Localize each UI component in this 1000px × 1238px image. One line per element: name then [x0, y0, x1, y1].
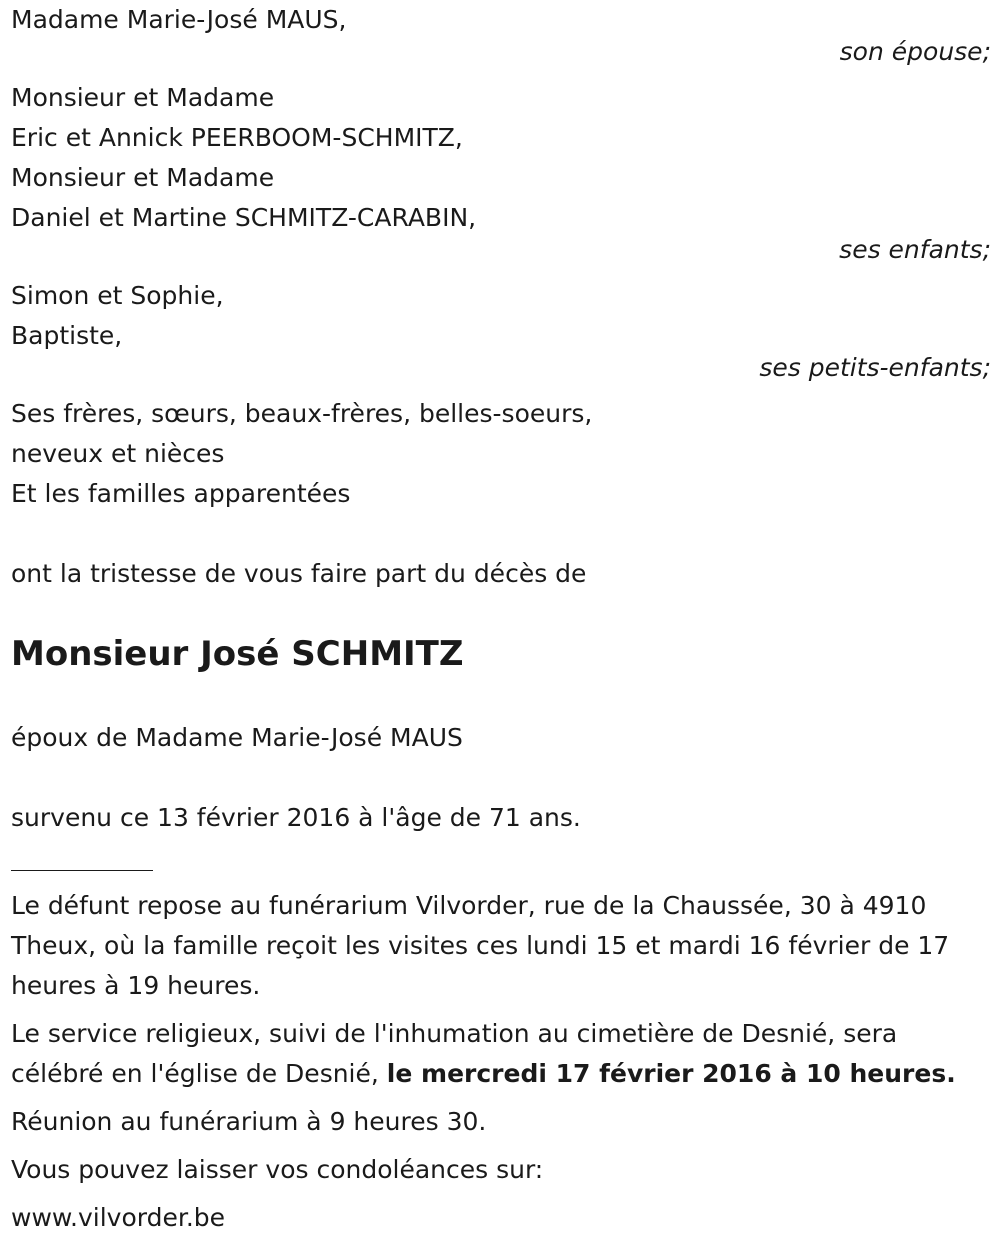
spouse-line: époux de Madame Marie-José MAUS	[11, 723, 463, 752]
deceased-name: Monsieur José SCHMITZ	[11, 634, 464, 674]
children-line-4: Daniel et Martine SCHMITZ-CARABIN,	[11, 203, 477, 232]
children-line-2: Eric et Annick PEERBOOM-SCHMITZ,	[11, 123, 463, 152]
grandchildren-role: ses petits-enfants;	[759, 353, 991, 382]
family-line-1: Ses frères, sœurs, beaux-frères, belles-soeurs,	[11, 399, 593, 428]
wife-name: Madame Marie-José MAUS,	[11, 5, 347, 34]
grandchildren-line-1: Simon et Sophie,	[11, 281, 224, 310]
announcement: ont la tristesse de vous faire part du décès de	[11, 559, 587, 588]
grandchildren-line-2: Baptiste,	[11, 321, 123, 350]
children-line-3: Monsieur et Madame	[11, 163, 275, 192]
condolences-line: Vous pouvez laisser vos condoléances sur:	[11, 1155, 544, 1184]
service-date: le mercredi 17 février 2016 à 10 heures.	[386, 1059, 956, 1088]
children-line-1: Monsieur et Madame	[11, 83, 275, 112]
meeting-line: Réunion au funérarium à 9 heures 30.	[11, 1107, 487, 1136]
children-role: ses enfants;	[839, 235, 991, 264]
viewing-paragraph: Le défunt repose au funérarium Vilvorder, rue de la Chaussée, 30 à 4910 Theux, où la famille reçoit les visites ces lundi 15 et mardi 16 février de 17 heures à 19 heures.	[11, 891, 950, 1000]
service-paragraph	[11, 1014, 991, 1094]
family-line-2: neveux et nièces	[11, 439, 225, 468]
death-line: survenu ce 13 février 2016 à l'âge de 71 ans.	[11, 803, 581, 832]
obituary-notice	[11, 0, 991, 1238]
service-text: Le service religieux, suivi de l'inhumation au cimetière de Desnié, sera célébré en l'église de Desnié,	[11, 1019, 898, 1088]
wife-role: son épouse;	[839, 37, 991, 66]
website-link[interactable]: www.vilvorder.be	[11, 1203, 226, 1232]
family-line-3: Et les familles apparentées	[11, 479, 351, 508]
